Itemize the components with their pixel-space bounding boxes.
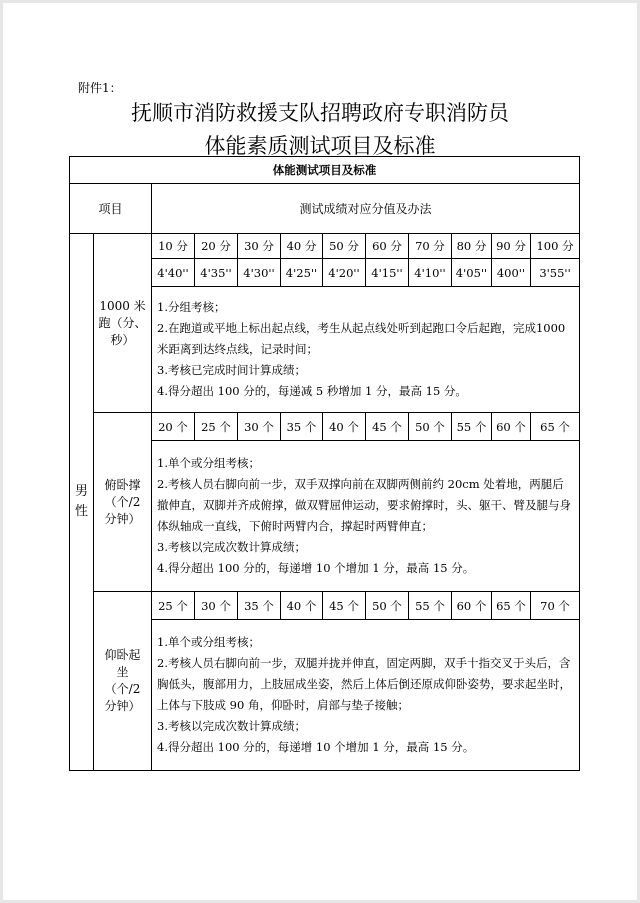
table-header: 体能测试项目及标准 xyxy=(70,157,580,184)
document-title-line1: 抚顺市消防救援支队招聘政府专职消防员 xyxy=(131,101,509,125)
table-header-row xyxy=(70,157,580,184)
event-name-line: 跑（分、 xyxy=(98,315,147,330)
score-cell: 100 分 xyxy=(531,234,580,259)
rule-line: 3.考核以完成次数计算成绩； xyxy=(157,540,306,554)
rules-cell-run-1000m xyxy=(152,287,580,413)
score-cell: 40 分 xyxy=(281,234,323,259)
event-name-line: 仰卧起 xyxy=(104,648,141,662)
event-name-line: 坐 xyxy=(116,665,129,679)
rule-line: 2.在跑道或平地上标出起点线，考生从起点线处听到起跑口令后起跑，完成1000 米距离到达终点线，记录时间； xyxy=(157,321,566,356)
score-cell: 10 分 xyxy=(152,234,195,259)
event-name-line: 俯卧撑 xyxy=(104,477,141,492)
column-header-row xyxy=(70,184,580,234)
standard-cell: 50 个 xyxy=(409,413,452,441)
standard-cell: 65 个 xyxy=(531,413,580,441)
rule-line: 4.得分超出 100 分的，每递增 10 个增加 1 分，最高 15 分。 xyxy=(157,561,475,575)
rule-line: 4.得分超出 100 分的，每递减 5 秒增加 1 分，最高 15 分。 xyxy=(157,384,467,398)
rule-line: 1.单个或分组考核； xyxy=(157,456,260,470)
standard-cell: 4'20'' xyxy=(323,259,366,287)
standard-cell: 30 个 xyxy=(195,592,238,620)
event-name-situp xyxy=(94,592,152,771)
standard-cell: 45 个 xyxy=(323,592,366,620)
standard-cell: 40 个 xyxy=(323,413,366,441)
standard-cell: 60 个 xyxy=(492,413,531,441)
standard-cell: 4'05'' xyxy=(452,259,492,287)
standard-cell: 35 个 xyxy=(238,592,281,620)
rule-line: 3.考核以完成次数计算成绩； xyxy=(157,719,306,733)
standard-cell: 40 个 xyxy=(281,592,323,620)
standard-cell: 4'10'' xyxy=(409,259,452,287)
score-row xyxy=(70,234,580,259)
standard-cell: 55 个 xyxy=(409,592,452,620)
rules-cell-situp xyxy=(152,620,580,771)
standard-cell: 4'40'' xyxy=(152,259,195,287)
standard-row xyxy=(70,413,580,441)
standard-cell: 25 个 xyxy=(195,413,238,441)
standard-cell: 20 个 xyxy=(152,413,195,441)
score-cell: 60 分 xyxy=(366,234,409,259)
standard-cell: 3'55'' xyxy=(531,259,580,287)
rule-line: 1.单个或分组考核； xyxy=(157,635,260,649)
standard-cell: 35 个 xyxy=(281,413,323,441)
score-cell: 20 分 xyxy=(195,234,238,259)
standard-cell: 4'30'' xyxy=(238,259,281,287)
event-name-line: （个/2 xyxy=(104,682,141,696)
standard-cell: 65 个 xyxy=(492,592,531,620)
score-cell: 30 分 xyxy=(238,234,281,259)
score-cell: 50 分 xyxy=(323,234,366,259)
standard-cell: 4'25'' xyxy=(281,259,323,287)
column-header-method: 测试成绩对应分值及办法 xyxy=(152,184,580,234)
standard-cell: 400'' xyxy=(492,259,531,287)
rule-line: 1.分组考核； xyxy=(157,300,226,314)
event-name-line: 1000 米 xyxy=(99,298,146,313)
event-name-pushup xyxy=(94,413,152,592)
attachment-label: 附件1： xyxy=(78,81,122,95)
standard-cell: 55 个 xyxy=(452,413,492,441)
score-cell: 90 分 xyxy=(492,234,531,259)
event-name-line: 分钟） xyxy=(104,511,141,526)
standard-cell: 50 个 xyxy=(366,592,409,620)
rule-line: 4.得分超出 100 分的，每递增 10 个增加 1 分，最高 15 分。 xyxy=(157,740,475,754)
standard-cell: 25 个 xyxy=(152,592,195,620)
standard-cell: 4'15'' xyxy=(366,259,409,287)
standard-cell: 4'35'' xyxy=(195,259,238,287)
standards-table xyxy=(69,156,580,771)
score-cell: 70 分 xyxy=(409,234,452,259)
standard-cell: 30 个 xyxy=(238,413,281,441)
document-title-line2: 体能素质测试项目及标准 xyxy=(204,134,436,158)
standard-cell: 70 个 xyxy=(531,592,580,620)
event-name-line: 分钟） xyxy=(104,699,141,713)
rule-line: 2.考核人员右脚向前一步，双腿并拢并伸直，固定两脚，双手十指交叉于头后，含胸低头，腹部用力，上肢屈成坐姿，然后上体后倒还原成仰卧姿势，要求起坐时，上体与下肢成 90 角，仰卧时，肩部与垫子接触； xyxy=(157,656,571,712)
event-name-line: （个/2 xyxy=(104,494,141,509)
gender-cell: 男 性 xyxy=(70,234,94,771)
column-header-item: 项目 xyxy=(70,184,152,234)
rule-line: 2.考核人员右脚向前一步，双手双撑向前在双脚两侧前约 20cm 处着地，两腿后撤伸直，双脚并齐成俯撑，做双臂屈伸运动，要求俯撑时，头、躯干、臂及腿与身体纵轴成一直线，下俯时两臂内合，撑起时两臂伸直； xyxy=(157,477,571,533)
score-cell: 80 分 xyxy=(452,234,492,259)
rule-line: 3.考核已完成时间计算成绩； xyxy=(157,363,306,377)
standard-row xyxy=(70,592,580,620)
rules-cell-pushup xyxy=(152,441,580,592)
event-name-line: 秒） xyxy=(110,332,135,347)
standard-cell: 60 个 xyxy=(452,592,492,620)
event-name-run-1000m xyxy=(94,234,152,413)
standard-cell: 45 个 xyxy=(366,413,409,441)
